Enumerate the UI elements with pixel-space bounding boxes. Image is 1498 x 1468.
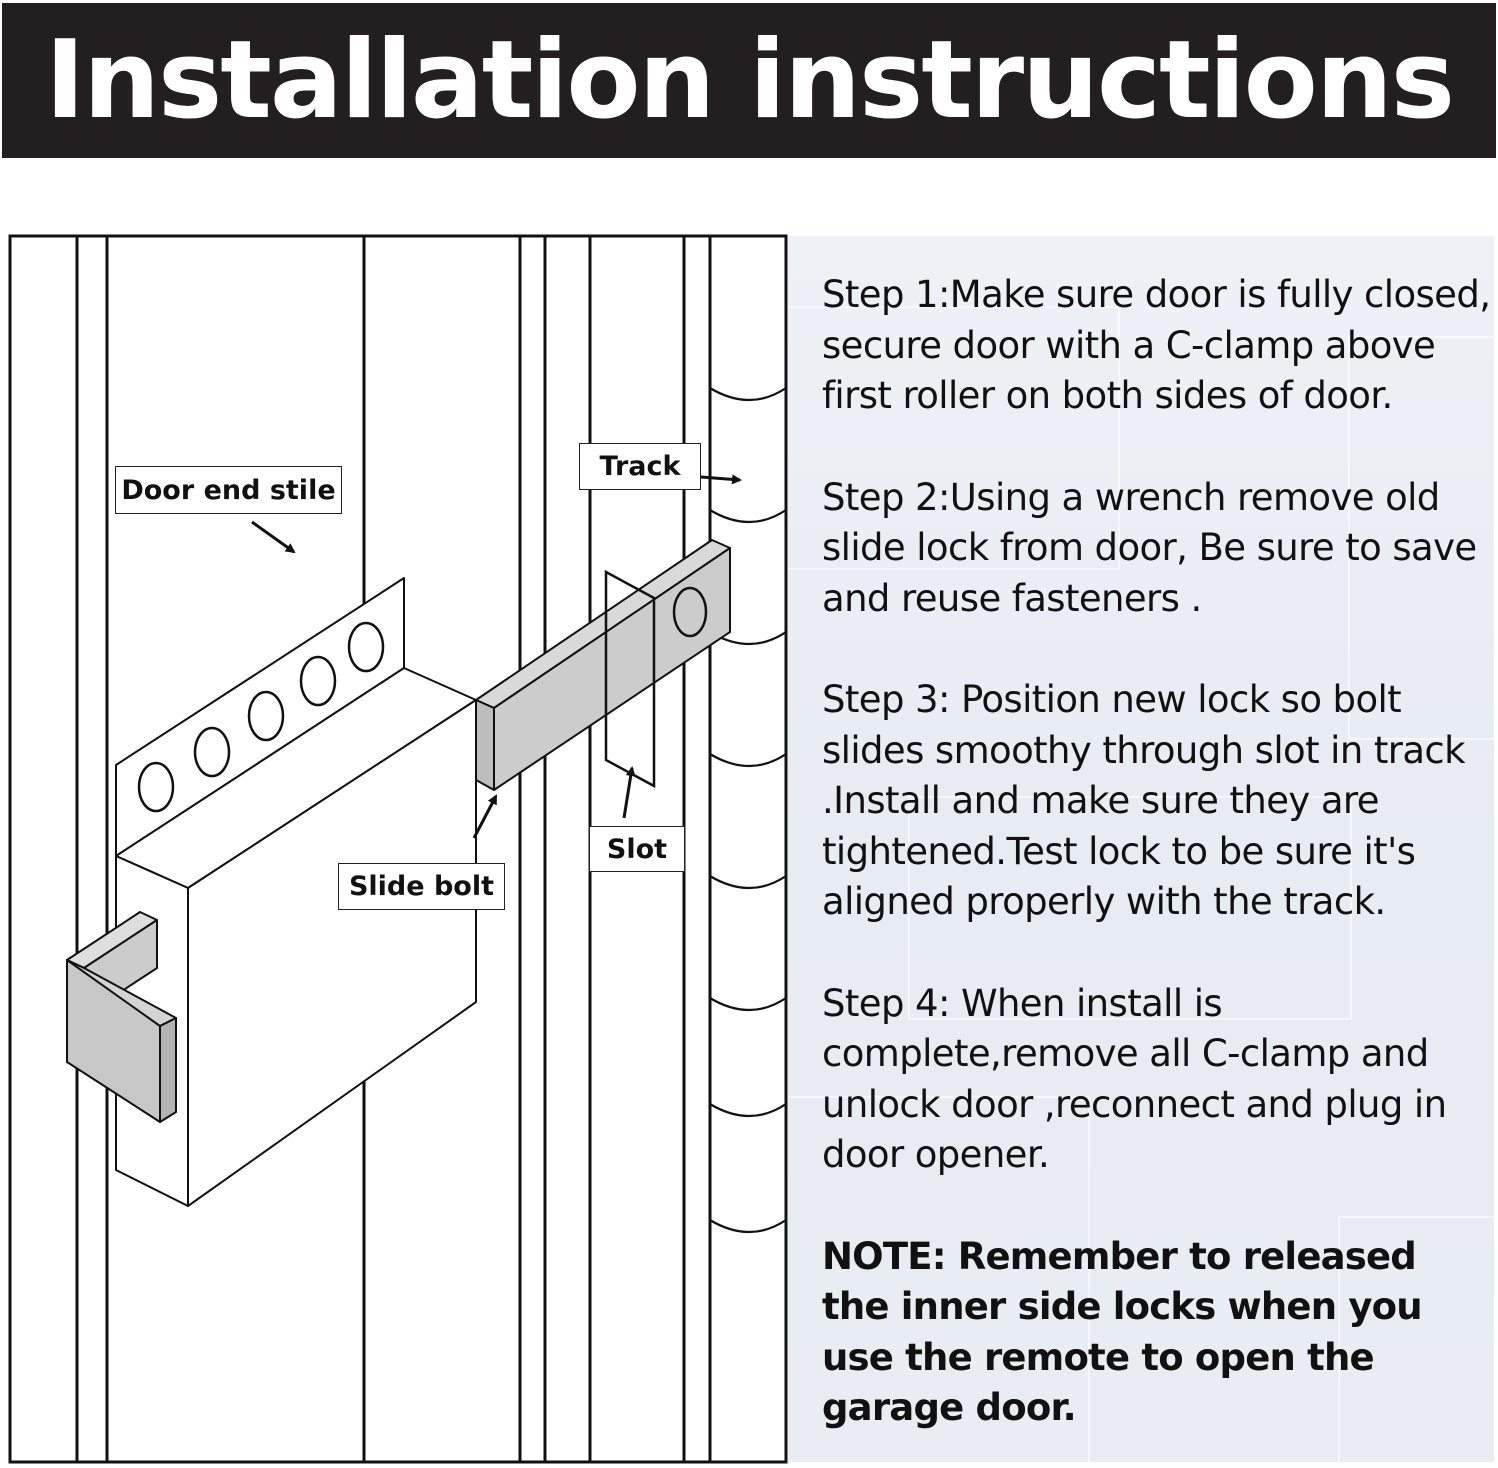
mounting-hole [301, 657, 335, 705]
step-3-text: Step 3: Position new lock so bolt slides smoothy through slot in track .Install and make sure they are tightened.Test lock to be sure it's aligned properly with the track. [822, 678, 1465, 923]
mounting-hole [249, 692, 283, 740]
step-1-text: Step 1:Make sure door is fully closed, secure door with a C-clamp above first roller on both sides of door. [822, 273, 1491, 417]
note-text: NOTE: Remember to released the inner side locks when you use the remote to open the garage door. [822, 1234, 1422, 1429]
slot-label: Slot [589, 826, 685, 872]
slide-bolt [476, 540, 730, 790]
slide-bolt-arrow [474, 796, 496, 838]
mounting-hole [349, 623, 383, 671]
door-end-stile-arrow [252, 522, 294, 552]
track-label: Track [579, 443, 701, 490]
step-2-text: Step 2:Using a wrench remove old slide lock from door, Be sure to save and reuse fasteners . [822, 475, 1477, 620]
mounting-hole [195, 728, 229, 776]
slot-arrow [624, 768, 632, 818]
mounting-hole [139, 763, 173, 811]
roller-arcs [710, 388, 786, 1232]
step-4-text: Step 4: When install is complete,remove all C-clamp and unlock door ,reconnect and plug in door opener. [822, 981, 1447, 1176]
handle-grip-end [160, 1018, 176, 1122]
slide-bolt-label: Slide bolt [338, 863, 505, 910]
door-end-stile-label: Door end stile [115, 466, 342, 514]
slide-bolt-end [476, 700, 494, 790]
page-title: Installation instructions [44, 17, 1454, 143]
instructions-text [822, 270, 1492, 1434]
